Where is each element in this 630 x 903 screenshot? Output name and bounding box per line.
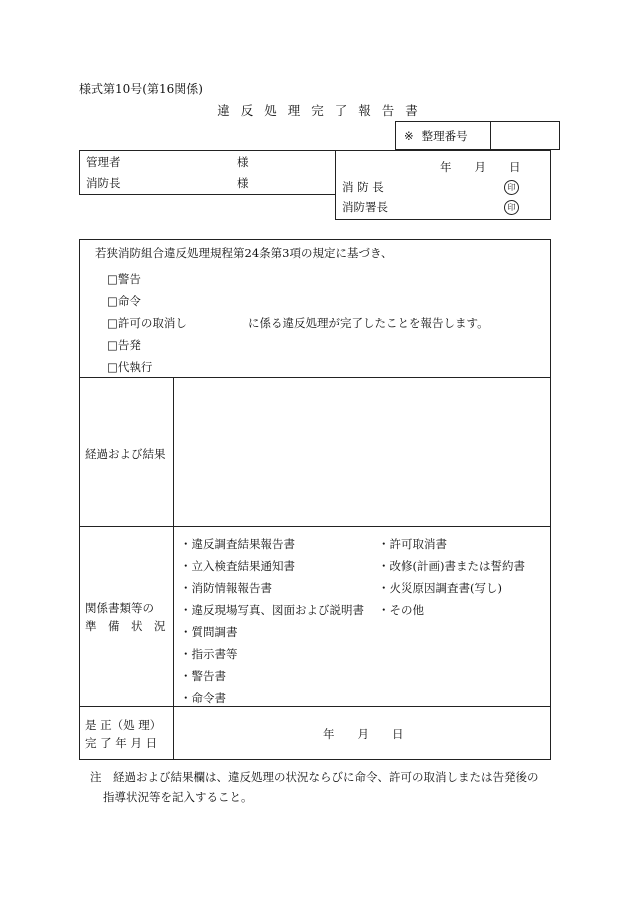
- doc-item: ・指示書等: [180, 647, 238, 661]
- doc-item: ・火災原因調査書(写し): [378, 581, 502, 595]
- doc-item: ・違反調査結果報告書: [180, 537, 295, 551]
- addressee-manager: 管理者: [86, 155, 121, 169]
- doc-item: ・改修(計画)書または誓約書: [378, 559, 525, 573]
- completion-label-2: 完 了 年 月 日: [85, 736, 158, 750]
- option-accusation[interactable]: □告発: [107, 338, 141, 352]
- option-administrative-execution[interactable]: □代執行: [107, 360, 153, 374]
- statement-intro: 若狭消防組合違反処理規程第24条第3項の規定に基づき、: [95, 246, 393, 260]
- doc-item: ・その他: [378, 603, 424, 617]
- divider: [80, 377, 550, 378]
- doc-item: ・違反現場写真、図面および説明書: [180, 603, 364, 617]
- completion-label-1: 是 正（処 理）: [85, 718, 162, 732]
- doc-item: ・命令書: [180, 691, 226, 705]
- main-form: [79, 239, 551, 760]
- sender-date: 年 月 日: [440, 160, 521, 174]
- footnote-line-1: 注 経過および結果欄は、違反処理の状況ならびに命令、許可の取消しまたは告発後の: [90, 770, 539, 784]
- seal-icon: 印: [504, 199, 519, 215]
- statement-suffix: に係る違反処理が完了したことを報告します。: [248, 316, 489, 330]
- doc-item: ・許可取消書: [378, 537, 447, 551]
- seiri-label-cell: [396, 122, 491, 150]
- completion-date[interactable]: 年 月 日: [323, 727, 404, 741]
- addressee-honorific-1: 様: [237, 155, 249, 169]
- option-revocation[interactable]: □許可の取消し: [107, 316, 187, 330]
- divider: [80, 706, 550, 707]
- doc-item: ・立入検査結果通知書: [180, 559, 295, 573]
- seiri-label: 整理番号: [421, 128, 468, 143]
- column-divider: [173, 377, 174, 760]
- progress-label: 経過および結果: [85, 447, 166, 461]
- form-title: 違反処理完了報告書: [217, 103, 429, 118]
- divider: [80, 526, 550, 527]
- seiri-number-field[interactable]: [491, 122, 560, 150]
- footnote-line-2: 指導状況等を記入すること。: [103, 790, 253, 804]
- asterisk-mark: ※: [404, 128, 414, 143]
- doc-item: ・消防情報報告書: [180, 581, 272, 595]
- addressee-honorific-2: 様: [237, 176, 249, 190]
- sender-station-chief: 消防署長: [342, 200, 388, 214]
- sender-chief: 消 防 長: [342, 180, 384, 194]
- documents-label-1: 関係書類等の: [85, 601, 154, 615]
- doc-item: ・質問調書: [180, 625, 238, 639]
- progress-field[interactable]: [180, 385, 545, 520]
- sender-box: [335, 150, 551, 220]
- option-order[interactable]: □命令: [107, 294, 141, 308]
- addressee-chief: 消防長: [86, 176, 121, 190]
- doc-item: ・警告書: [180, 669, 226, 683]
- form-number: 様式第10号(第16関係): [79, 82, 203, 96]
- seiri-table: [395, 121, 560, 150]
- seal-icon: 印: [504, 179, 519, 195]
- documents-label-2: 準 備 状 況: [85, 619, 166, 633]
- option-warning[interactable]: □警告: [107, 272, 141, 286]
- addressee-box: [79, 150, 335, 195]
